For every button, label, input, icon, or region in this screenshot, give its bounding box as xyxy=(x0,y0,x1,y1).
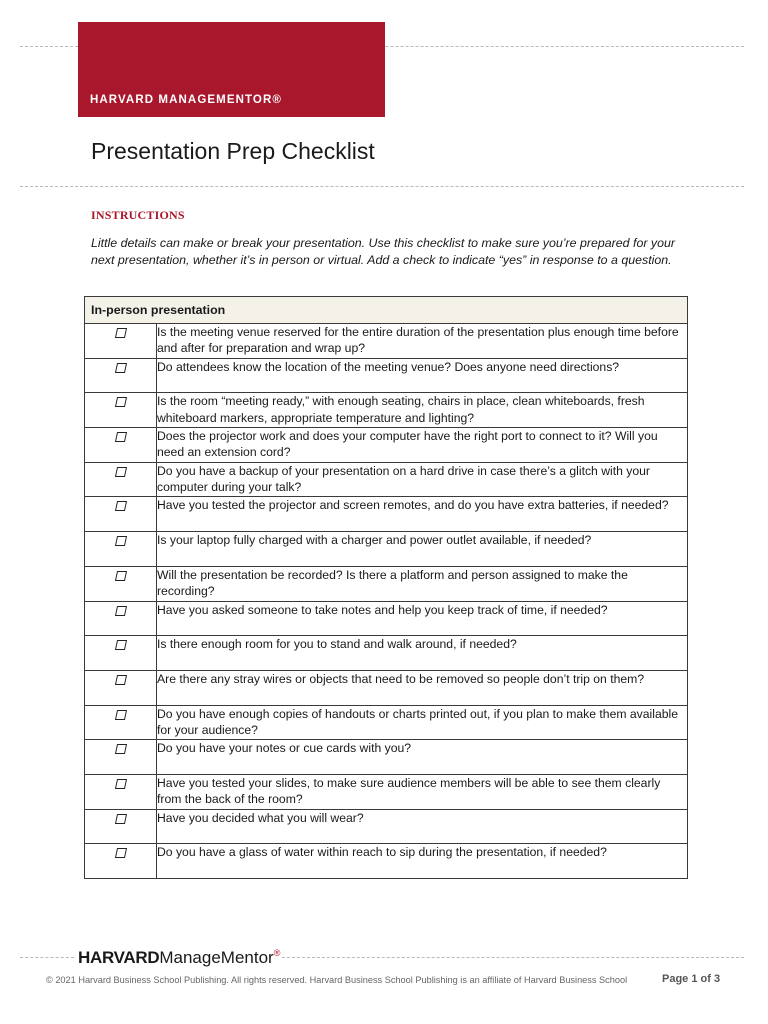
checklist-row xyxy=(85,566,688,601)
question-text: Will the presentation be recorded? Is there a platform and person assigned to make the recording? xyxy=(157,566,688,601)
checkbox-cell xyxy=(85,809,157,844)
question-text: Does the projector work and does your computer have the right port to connect to it? Will you need an extension cord? xyxy=(157,428,688,463)
checkbox-cell xyxy=(85,497,157,532)
checklist-row xyxy=(85,844,688,879)
question-text: Are there any stray wires or objects that need to be removed so people don’t trip on them? xyxy=(157,670,688,705)
checkbox-cell xyxy=(85,705,157,740)
instructions-heading: INSTRUCTIONS xyxy=(91,208,185,222)
footer-logo xyxy=(78,948,280,968)
section-header: In-person presentation xyxy=(85,297,688,324)
brand-banner xyxy=(78,22,385,117)
checkbox[interactable] xyxy=(114,606,126,616)
checkbox-cell xyxy=(85,324,157,359)
checkbox[interactable] xyxy=(114,363,126,373)
checklist-body xyxy=(85,324,688,879)
checklist-row xyxy=(85,324,688,359)
question-text: Do you have your notes or cue cards with you? xyxy=(157,740,688,775)
checklist-row xyxy=(85,393,688,428)
question-text: Is there enough room for you to stand and walk around, if needed? xyxy=(157,636,688,671)
checkbox-cell xyxy=(85,428,157,463)
checkbox[interactable] xyxy=(114,432,126,442)
checkbox[interactable] xyxy=(114,675,126,685)
instructions-body: Little details can make or break your presentation. Use this checklist to make sure you’re prepared for your next presentation, whether it’s in person or virtual. Add a check to indicate “yes” in response to a question. xyxy=(91,236,676,267)
footer-dashed-rule-left xyxy=(20,957,74,958)
checkbox[interactable] xyxy=(114,640,126,650)
footer-logo-mark: ® xyxy=(273,948,281,958)
checkbox-cell xyxy=(85,393,157,428)
checkbox-cell xyxy=(85,844,157,879)
checklist-row xyxy=(85,532,688,567)
checklist-row xyxy=(85,358,688,393)
checkbox[interactable] xyxy=(114,467,126,477)
question-text: Do you have a backup of your presentation on a hard drive in case there’s a glitch with your computer during your talk? xyxy=(157,462,688,497)
footer-logo-rest: ManageMentor xyxy=(159,948,274,967)
page-title: Presentation Prep Checklist xyxy=(91,138,375,164)
checkbox-cell xyxy=(85,601,157,636)
checkbox-cell xyxy=(85,636,157,671)
checklist-row xyxy=(85,601,688,636)
title-dashed-rule xyxy=(20,186,744,187)
question-text: Is the meeting venue reserved for the entire duration of the presentation plus enough time before and after for preparation and wrap up? xyxy=(157,324,688,359)
question-text: Have you tested your slides, to make sure audience members will be able to see them clearly from the back of the room? xyxy=(157,774,688,809)
checkbox[interactable] xyxy=(114,397,126,407)
checkbox-cell xyxy=(85,670,157,705)
copyright-text: © 2021 Harvard Business School Publishing. All rights reserved. Harvard Business School Publishing is an affiliate of Harvard Business School xyxy=(46,975,628,985)
checkbox-cell xyxy=(85,358,157,393)
checklist-row xyxy=(85,705,688,740)
checkbox[interactable] xyxy=(114,710,126,720)
checklist-table xyxy=(84,296,688,879)
checkbox[interactable] xyxy=(114,536,126,546)
checklist-row xyxy=(85,636,688,671)
question-text: Have you decided what you will wear? xyxy=(157,809,688,844)
question-text: Is the room “meeting ready,” with enough seating, chairs in place, clean whiteboards, fresh whiteboard markers, appropriate temperature and lighting? xyxy=(157,393,688,428)
checklist-row xyxy=(85,497,688,532)
question-text: Have you asked someone to take notes and help you keep track of time, if needed? xyxy=(157,601,688,636)
question-text: Have you tested the projector and screen remotes, and do you have extra batteries, if needed? xyxy=(157,497,688,532)
footer-logo-bold: HARVARD xyxy=(78,948,160,967)
checkbox-cell xyxy=(85,566,157,601)
question-text: Do attendees know the location of the meeting venue? Does anyone need directions? xyxy=(157,358,688,393)
page-number: Page 1 of 3 xyxy=(662,973,721,985)
checkbox[interactable] xyxy=(114,571,126,581)
checkbox-cell xyxy=(85,774,157,809)
checklist-row xyxy=(85,774,688,809)
checkbox[interactable] xyxy=(114,328,126,338)
footer-dashed-rule-right xyxy=(282,957,744,958)
checklist-row xyxy=(85,428,688,463)
checkbox-cell xyxy=(85,462,157,497)
checkbox[interactable] xyxy=(114,814,126,824)
question-text: Is your laptop fully charged with a charger and power outlet available, if needed? xyxy=(157,532,688,567)
checklist-row xyxy=(85,670,688,705)
checklist-row xyxy=(85,740,688,775)
checkbox[interactable] xyxy=(114,744,126,754)
checklist-row xyxy=(85,809,688,844)
question-text: Do you have a glass of water within reach to sip during the presentation, if needed? xyxy=(157,844,688,879)
checkbox[interactable] xyxy=(114,501,126,511)
checkbox-cell xyxy=(85,740,157,775)
checklist-row xyxy=(85,462,688,497)
checkbox[interactable] xyxy=(114,779,126,789)
question-text: Do you have enough copies of handouts or charts printed out, if you plan to make them available for your audience? xyxy=(157,705,688,740)
checkbox-cell xyxy=(85,532,157,567)
checkbox[interactable] xyxy=(114,848,126,858)
brand-banner-text: HARVARD MANAGEMENTOR® xyxy=(90,94,282,106)
